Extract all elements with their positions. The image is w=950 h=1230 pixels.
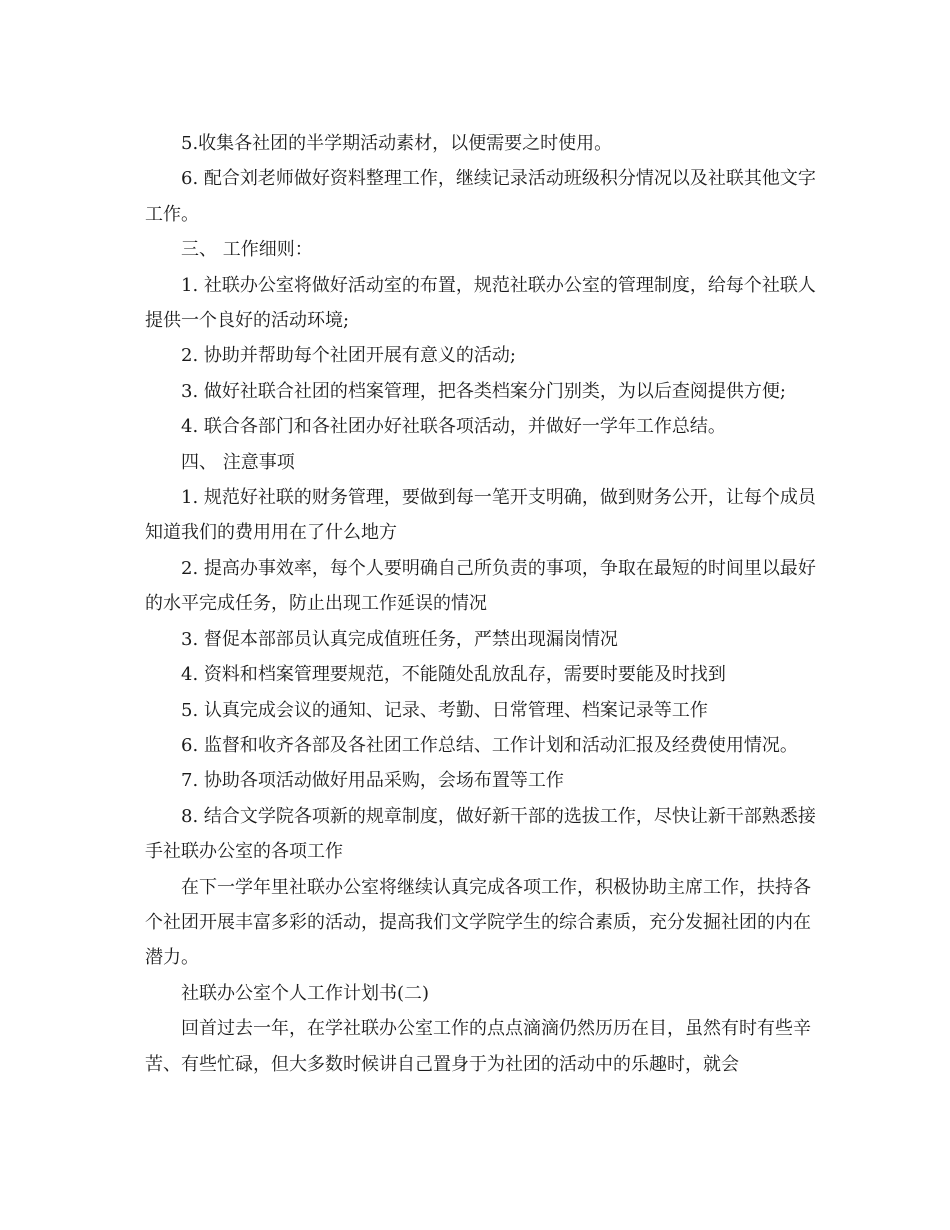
paragraph-duty: 3. 督促本部部员认真完成值班任务，严禁出现漏岗情况 [181,628,618,650]
paragraph-supervision: 6. 监督和收齐各部及各社团工作总结、工作计划和活动汇报及经费使用情况。 [181,734,798,756]
document-body [145,126,825,1082]
section-heading-work-details: 三、 工作细则： [181,239,313,261]
paragraph-office-layout: 1. 社联办公室将做好活动室的布置，规范社联办公室的管理制度，给每个社联人提供一个良好的活动环境; [145,274,816,332]
paragraph-collect-materials: 5.收集各社团的半学期活动素材，以便需要之时使用。 [181,133,613,154]
paragraph-cadre-selection: 8. 结合文学院各项新的规章制度，做好新干部的选拔工作，尽快让新干部熟悉接手社联办公室的各项工作 [145,805,816,863]
paragraph-joint-activities: 4. 联合各部门和各社团办好社联各项活动，并做好一学年工作总结。 [181,416,726,438]
paragraph-assist-clubs: 2. 协助并帮助每个社团开展有意义的活动; [181,345,516,367]
section-title-plan-two: 社联办公室个人工作计划书(二) [181,982,430,1004]
paragraph-finance: 1. 规范好社联的财务管理，要做到每一笔开支明确，做到财务公开，让每个成员知道我们的费用用在了什么地方 [145,487,816,544]
paragraph-procurement: 7. 协助各项活动做好用品采购，会场布置等工作 [181,770,564,792]
paragraph-review: 回首过去一年，在学社联办公室工作的点点滴滴仍然历历在目，虽然有时有些辛苦、有些忙碌，但大多数时候讲自己置身于为社团的活动中的乐趣时，就会 [145,1018,811,1075]
paragraph-assist-teacher: 6. 配合刘老师做好资料整理工作，继续记录活动班级积分情况以及社联其他文字工作。 [145,168,816,225]
section-heading-notes: 四、 注意事项 [181,451,295,473]
paragraph-efficiency: 2. 提高办事效率，每个人要明确自己所负责的事项，争取在最短的时间里以最好的水平完成任务，防止出现工作延误的情况 [145,557,816,615]
paragraph-meetings: 5. 认真完成会议的通知、记录、考勤、日常管理、档案记录等工作 [181,699,708,721]
paragraph-records: 4. 资料和档案管理要规范，不能随处乱放乱存，需要时要能及时找到 [181,664,726,686]
paragraph-archive-management: 3. 做好社联合社团的档案管理，把各类档案分门别类，为以后查阅提供方便; [181,380,786,402]
paragraph-next-year: 在下一学年里社联办公室将继续认真完成各项工作，积极协助主席工作，扶持各个社团开展丰富多彩的活动，提高我们文学院学生的综合素质，充分发掘社团的内在潜力。 [145,876,811,969]
